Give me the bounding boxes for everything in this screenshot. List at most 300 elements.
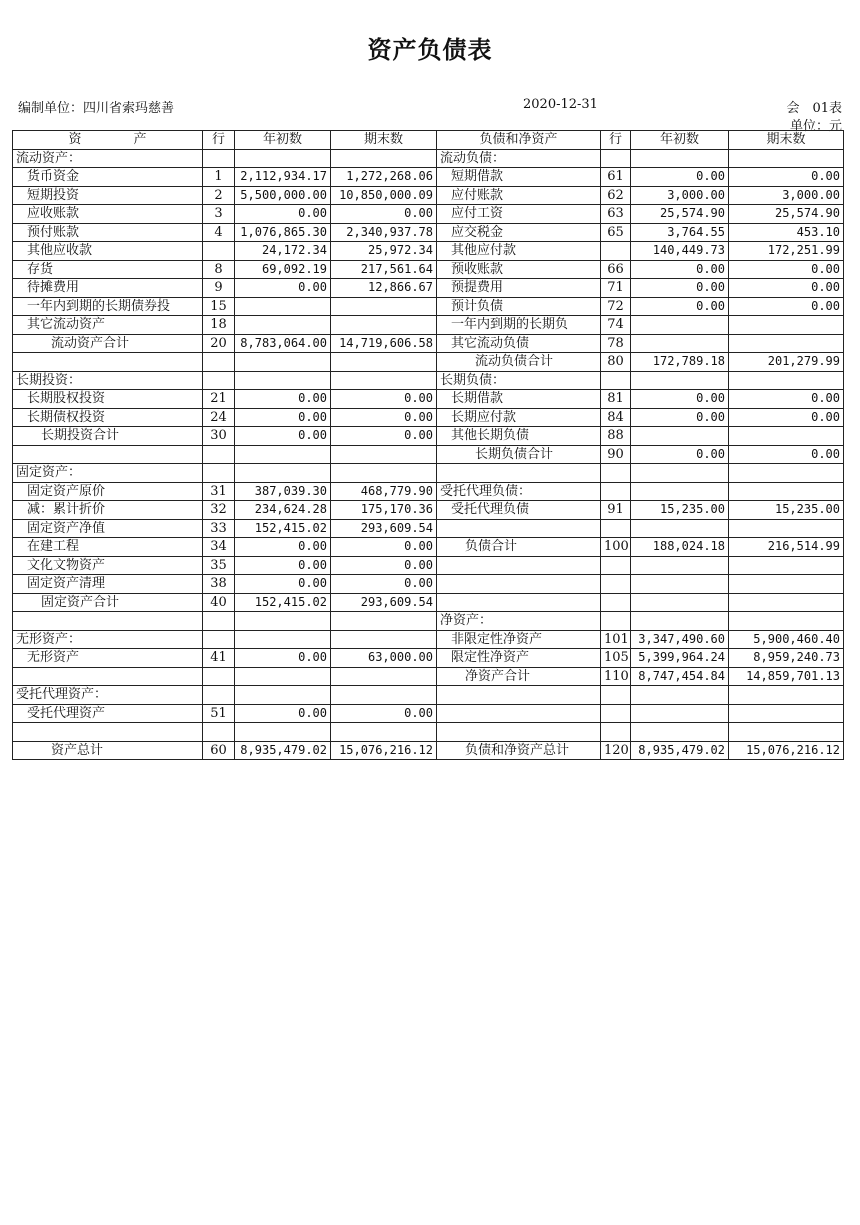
asset-end-cell: 2,340,937.78 (331, 223, 437, 242)
asset-name-cell: 流动资产合计 (13, 334, 203, 353)
table-row (13, 741, 844, 760)
asset-end-cell: 1,272,268.06 (331, 168, 437, 187)
table-row (13, 316, 844, 335)
asset-name-cell: 减：累计折价 (13, 501, 203, 520)
asset-name-cell: 长期股权投资 (13, 390, 203, 409)
asset-name-cell: 流动资产： (13, 149, 203, 168)
liability-line-cell: 80 (601, 353, 631, 372)
asset-begin-cell: 0.00 (235, 427, 331, 446)
liability-line-cell (601, 371, 631, 390)
liability-line-cell: 65 (601, 223, 631, 242)
liability-line-cell (601, 149, 631, 168)
liability-end-cell: 0.00 (729, 279, 844, 298)
liability-line-cell: 101 (601, 630, 631, 649)
liability-name-cell: 预提费用 (437, 279, 601, 298)
liability-line-cell (601, 556, 631, 575)
liability-begin-cell (631, 334, 729, 353)
liability-end-cell (729, 686, 844, 705)
table-row (13, 297, 844, 316)
liability-begin-cell: 0.00 (631, 445, 729, 464)
liability-begin-cell: 0.00 (631, 408, 729, 427)
table-row (13, 593, 844, 612)
asset-end-cell: 0.00 (331, 390, 437, 409)
liability-line-cell: 78 (601, 334, 631, 353)
liability-end-cell: 216,514.99 (729, 538, 844, 557)
header-end-2: 期末数 (729, 131, 844, 150)
liability-line-cell: 105 (601, 649, 631, 668)
liability-end-cell: 0.00 (729, 260, 844, 279)
asset-begin-cell: 0.00 (235, 279, 331, 298)
header-liabilities: 负债和净资产 (437, 131, 601, 150)
liability-name-cell: 负债合计 (437, 538, 601, 557)
asset-end-cell: 0.00 (331, 427, 437, 446)
liability-line-cell: 72 (601, 297, 631, 316)
table-row (13, 556, 844, 575)
asset-begin-cell: 387,039.30 (235, 482, 331, 501)
liability-begin-cell (631, 464, 729, 483)
asset-name-cell: 货币资金 (13, 168, 203, 187)
liability-begin-cell: 0.00 (631, 260, 729, 279)
asset-name-cell: 预付账款 (13, 223, 203, 242)
header-begin-2: 年初数 (631, 131, 729, 150)
asset-name-cell: 固定资产净值 (13, 519, 203, 538)
liability-name-cell (437, 686, 601, 705)
asset-line-cell: 15 (203, 297, 235, 316)
asset-line-cell: 9 (203, 279, 235, 298)
liability-end-cell: 15,076,216.12 (729, 741, 844, 760)
liability-begin-cell (631, 482, 729, 501)
page-title: 资产负债表 (367, 35, 493, 64)
liability-name-cell: 长期负债合计 (437, 445, 601, 464)
liability-begin-cell: 3,764.55 (631, 223, 729, 242)
liability-line-cell (601, 464, 631, 483)
liability-name-cell: 短期借款 (437, 168, 601, 187)
asset-line-cell: 20 (203, 334, 235, 353)
asset-line-cell (203, 242, 235, 261)
liability-name-cell: 受托代理负债 (437, 501, 601, 520)
asset-begin-cell (235, 630, 331, 649)
liability-line-cell (601, 686, 631, 705)
liability-end-cell: 8,959,240.73 (729, 649, 844, 668)
asset-line-cell: 34 (203, 538, 235, 557)
asset-end-cell (331, 686, 437, 705)
liability-begin-cell: 140,449.73 (631, 242, 729, 261)
asset-line-cell: 18 (203, 316, 235, 335)
asset-name-cell (13, 445, 203, 464)
liability-line-cell: 90 (601, 445, 631, 464)
asset-line-cell (203, 630, 235, 649)
table-row (13, 353, 844, 372)
liability-end-cell: 3,000.00 (729, 186, 844, 205)
asset-end-cell: 14,719,606.58 (331, 334, 437, 353)
asset-end-cell: 10,850,000.09 (331, 186, 437, 205)
table-row (13, 538, 844, 557)
liability-begin-cell: 25,574.90 (631, 205, 729, 224)
liability-begin-cell: 172,789.18 (631, 353, 729, 372)
liability-end-cell (729, 427, 844, 446)
asset-end-cell: 0.00 (331, 408, 437, 427)
asset-line-cell (203, 149, 235, 168)
asset-begin-cell: 2,112,934.17 (235, 168, 331, 187)
liability-name-cell (437, 556, 601, 575)
liability-line-cell (601, 482, 631, 501)
table-row (13, 279, 844, 298)
asset-end-cell (331, 445, 437, 464)
asset-name-cell: 存货 (13, 260, 203, 279)
table-row (13, 501, 844, 520)
liability-line-cell: 84 (601, 408, 631, 427)
asset-name-cell: 待摊费用 (13, 279, 203, 298)
table-row (13, 575, 844, 594)
liability-begin-cell (631, 723, 729, 742)
table-row (13, 649, 844, 668)
liability-name-cell: 限定性净资产 (437, 649, 601, 668)
asset-name-cell: 固定资产合计 (13, 593, 203, 612)
liability-line-cell (601, 519, 631, 538)
asset-begin-cell: 5,500,000.00 (235, 186, 331, 205)
liability-end-cell (729, 482, 844, 501)
liability-end-cell: 0.00 (729, 408, 844, 427)
liability-line-cell (601, 723, 631, 742)
header-line: 行 (203, 131, 235, 150)
liability-end-cell (729, 704, 844, 723)
liability-name-cell: 非限定性净资产 (437, 630, 601, 649)
header-row (13, 131, 844, 150)
liability-begin-cell: 15,235.00 (631, 501, 729, 520)
asset-begin-cell (235, 464, 331, 483)
asset-end-cell (331, 371, 437, 390)
liability-begin-cell: 0.00 (631, 168, 729, 187)
asset-name-cell: 固定资产原价 (13, 482, 203, 501)
liability-name-cell: 应付账款 (437, 186, 601, 205)
liability-name-cell (437, 723, 601, 742)
asset-name-cell: 无形资产： (13, 630, 203, 649)
asset-line-cell (203, 723, 235, 742)
asset-line-cell: 33 (203, 519, 235, 538)
liability-line-cell: 66 (601, 260, 631, 279)
liability-name-cell: 净资产合计 (437, 667, 601, 686)
liability-end-cell: 0.00 (729, 445, 844, 464)
table-row (13, 704, 844, 723)
asset-name-cell: 受托代理资产 (13, 704, 203, 723)
liability-line-cell: 71 (601, 279, 631, 298)
table-row (13, 149, 844, 168)
liability-line-cell: 100 (601, 538, 631, 557)
asset-begin-cell: 0.00 (235, 575, 331, 594)
liability-begin-cell (631, 519, 729, 538)
liability-name-cell: 应交税金 (437, 223, 601, 242)
liability-name-cell (437, 593, 601, 612)
asset-line-cell: 1 (203, 168, 235, 187)
asset-begin-cell: 152,415.02 (235, 593, 331, 612)
asset-name-cell: 其他应收款 (13, 242, 203, 261)
liability-begin-cell (631, 704, 729, 723)
asset-line-cell: 60 (203, 741, 235, 760)
asset-name-cell (13, 612, 203, 631)
liability-line-cell: 63 (601, 205, 631, 224)
asset-name-cell: 长期债权投资 (13, 408, 203, 427)
liability-line-cell (601, 612, 631, 631)
asset-name-cell (13, 353, 203, 372)
asset-begin-cell (235, 316, 331, 335)
liability-line-cell: 74 (601, 316, 631, 335)
liability-end-cell (729, 371, 844, 390)
asset-begin-cell: 234,624.28 (235, 501, 331, 520)
asset-begin-cell: 69,092.19 (235, 260, 331, 279)
asset-begin-cell: 0.00 (235, 538, 331, 557)
asset-end-cell (331, 149, 437, 168)
header-line-2: 行 (601, 131, 631, 150)
asset-end-cell: 0.00 (331, 556, 437, 575)
asset-name-cell (13, 723, 203, 742)
table-row (13, 445, 844, 464)
form-number: 会 01表 (786, 101, 842, 116)
asset-line-cell: 3 (203, 205, 235, 224)
liability-name-cell: 流动负债合计 (437, 353, 601, 372)
asset-line-cell: 38 (203, 575, 235, 594)
asset-end-cell (331, 353, 437, 372)
table-row (13, 205, 844, 224)
asset-line-cell (203, 464, 235, 483)
liability-name-cell: 应付工资 (437, 205, 601, 224)
asset-name-cell: 固定资产清理 (13, 575, 203, 594)
liability-name-cell (437, 704, 601, 723)
table-row (13, 519, 844, 538)
asset-begin-cell: 24,172.34 (235, 242, 331, 261)
liability-end-cell: 172,251.99 (729, 242, 844, 261)
asset-begin-cell (235, 686, 331, 705)
asset-name-cell (13, 667, 203, 686)
table-row (13, 408, 844, 427)
table-row (13, 334, 844, 353)
liability-end-cell (729, 593, 844, 612)
liability-end-cell (729, 723, 844, 742)
liability-line-cell: 88 (601, 427, 631, 446)
liability-begin-cell (631, 371, 729, 390)
asset-name-cell: 一年内到期的长期债券投 (13, 297, 203, 316)
asset-begin-cell (235, 371, 331, 390)
asset-line-cell: 51 (203, 704, 235, 723)
asset-end-cell (331, 612, 437, 631)
table-row (13, 723, 844, 742)
liability-end-cell (729, 464, 844, 483)
asset-begin-cell: 8,783,064.00 (235, 334, 331, 353)
liability-begin-cell (631, 686, 729, 705)
asset-line-cell (203, 612, 235, 631)
asset-name-cell: 无形资产 (13, 649, 203, 668)
currency-unit: 单位：元 (789, 119, 842, 134)
asset-end-cell (331, 464, 437, 483)
asset-line-cell: 21 (203, 390, 235, 409)
liability-begin-cell: 8,747,454.84 (631, 667, 729, 686)
liability-line-cell: 120 (601, 741, 631, 760)
liability-name-cell: 受托代理负债： (437, 482, 601, 501)
table-row (13, 168, 844, 187)
asset-begin-cell (235, 149, 331, 168)
balance-sheet-table (12, 130, 844, 760)
liability-begin-cell: 8,935,479.02 (631, 741, 729, 760)
liability-end-cell (729, 334, 844, 353)
asset-begin-cell (235, 445, 331, 464)
asset-begin-cell: 1,076,865.30 (235, 223, 331, 242)
liability-begin-cell (631, 612, 729, 631)
header-begin: 年初数 (235, 131, 331, 150)
liability-begin-cell: 0.00 (631, 297, 729, 316)
liability-name-cell: 长期借款 (437, 390, 601, 409)
table-row (13, 686, 844, 705)
liability-line-cell (601, 593, 631, 612)
liability-begin-cell (631, 593, 729, 612)
liability-end-cell: 5,900,460.40 (729, 630, 844, 649)
asset-line-cell (203, 445, 235, 464)
liability-end-cell: 201,279.99 (729, 353, 844, 372)
liability-begin-cell (631, 316, 729, 335)
table-row (13, 390, 844, 409)
liability-end-cell: 0.00 (729, 297, 844, 316)
asset-line-cell (203, 371, 235, 390)
liability-begin-cell (631, 556, 729, 575)
asset-end-cell: 468,779.90 (331, 482, 437, 501)
liability-begin-cell: 3,347,490.60 (631, 630, 729, 649)
asset-name-cell: 应收账款 (13, 205, 203, 224)
asset-begin-cell: 0.00 (235, 704, 331, 723)
header-asset: 资 产 (13, 131, 203, 150)
asset-end-cell (331, 297, 437, 316)
asset-line-cell: 40 (203, 593, 235, 612)
asset-end-cell: 0.00 (331, 538, 437, 557)
liability-line-cell (601, 575, 631, 594)
liability-begin-cell: 3,000.00 (631, 186, 729, 205)
liability-end-cell (729, 575, 844, 594)
table-row (13, 260, 844, 279)
liability-line-cell: 62 (601, 186, 631, 205)
asset-end-cell: 63,000.00 (331, 649, 437, 668)
table-row (13, 464, 844, 483)
asset-begin-cell: 0.00 (235, 390, 331, 409)
asset-line-cell: 32 (203, 501, 235, 520)
asset-begin-cell (235, 667, 331, 686)
asset-end-cell: 25,972.34 (331, 242, 437, 261)
asset-end-cell: 0.00 (331, 704, 437, 723)
liability-line-cell (601, 242, 631, 261)
liability-line-cell: 81 (601, 390, 631, 409)
asset-end-cell: 15,076,216.12 (331, 741, 437, 760)
liability-end-cell: 25,574.90 (729, 205, 844, 224)
liability-end-cell (729, 612, 844, 631)
asset-line-cell: 24 (203, 408, 235, 427)
liability-end-cell: 14,859,701.13 (729, 667, 844, 686)
asset-end-cell: 12,866.67 (331, 279, 437, 298)
liability-end-cell (729, 556, 844, 575)
asset-begin-cell: 0.00 (235, 205, 331, 224)
asset-end-cell: 0.00 (331, 575, 437, 594)
asset-name-cell: 短期投资 (13, 186, 203, 205)
asset-begin-cell (235, 353, 331, 372)
asset-end-cell: 293,609.54 (331, 593, 437, 612)
liability-end-cell: 0.00 (729, 390, 844, 409)
asset-end-cell: 293,609.54 (331, 519, 437, 538)
asset-end-cell: 217,561.64 (331, 260, 437, 279)
asset-line-cell (203, 667, 235, 686)
liability-begin-cell (631, 575, 729, 594)
asset-begin-cell (235, 297, 331, 316)
asset-name-cell: 长期投资： (13, 371, 203, 390)
liability-end-cell (729, 519, 844, 538)
asset-begin-cell: 0.00 (235, 649, 331, 668)
asset-line-cell (203, 353, 235, 372)
asset-begin-cell: 8,935,479.02 (235, 741, 331, 760)
liability-name-cell: 预计负债 (437, 297, 601, 316)
liability-end-cell (729, 149, 844, 168)
liability-end-cell (729, 316, 844, 335)
asset-end-cell (331, 316, 437, 335)
asset-begin-cell: 0.00 (235, 556, 331, 575)
table-row (13, 612, 844, 631)
liability-name-cell: 其它流动负债 (437, 334, 601, 353)
liability-name-cell: 其他长期负债 (437, 427, 601, 446)
table-row (13, 186, 844, 205)
liability-name-cell: 其他应付款 (437, 242, 601, 261)
asset-line-cell: 35 (203, 556, 235, 575)
asset-line-cell: 8 (203, 260, 235, 279)
table-row (13, 630, 844, 649)
asset-line-cell: 30 (203, 427, 235, 446)
asset-line-cell: 41 (203, 649, 235, 668)
table-row (13, 242, 844, 261)
liability-name-cell: 净资产： (437, 612, 601, 631)
liability-line-cell (601, 704, 631, 723)
liability-name-cell: 预收账款 (437, 260, 601, 279)
liability-name-cell (437, 464, 601, 483)
table-row (13, 482, 844, 501)
asset-begin-cell: 0.00 (235, 408, 331, 427)
asset-end-cell (331, 630, 437, 649)
asset-begin-cell (235, 612, 331, 631)
asset-name-cell: 其它流动资产 (13, 316, 203, 335)
liability-name-cell: 流动负债： (437, 149, 601, 168)
table-row (13, 371, 844, 390)
asset-name-cell: 在建工程 (13, 538, 203, 557)
liability-name-cell: 长期负债： (437, 371, 601, 390)
liability-begin-cell (631, 427, 729, 446)
asset-end-cell (331, 667, 437, 686)
table-row (13, 667, 844, 686)
liability-line-cell: 61 (601, 168, 631, 187)
report-date: 2020-12-31 (523, 97, 598, 112)
liability-begin-cell: 188,024.18 (631, 538, 729, 557)
asset-line-cell: 2 (203, 186, 235, 205)
liability-name-cell: 负债和净资产总计 (437, 741, 601, 760)
asset-name-cell: 文化文物资产 (13, 556, 203, 575)
liability-end-cell: 0.00 (729, 168, 844, 187)
liability-line-cell: 91 (601, 501, 631, 520)
liability-begin-cell (631, 149, 729, 168)
liability-name-cell: 长期应付款 (437, 408, 601, 427)
liability-end-cell: 453.10 (729, 223, 844, 242)
asset-begin-cell (235, 723, 331, 742)
liability-name-cell: 一年内到期的长期负 (437, 316, 601, 335)
asset-name-cell: 受托代理资产： (13, 686, 203, 705)
liability-line-cell: 110 (601, 667, 631, 686)
asset-end-cell: 0.00 (331, 205, 437, 224)
liability-begin-cell: 5,399,964.24 (631, 649, 729, 668)
asset-line-cell (203, 686, 235, 705)
asset-name-cell: 资产总计 (13, 741, 203, 760)
table-row (13, 427, 844, 446)
asset-end-cell (331, 723, 437, 742)
asset-name-cell: 固定资产： (13, 464, 203, 483)
asset-line-cell: 31 (203, 482, 235, 501)
